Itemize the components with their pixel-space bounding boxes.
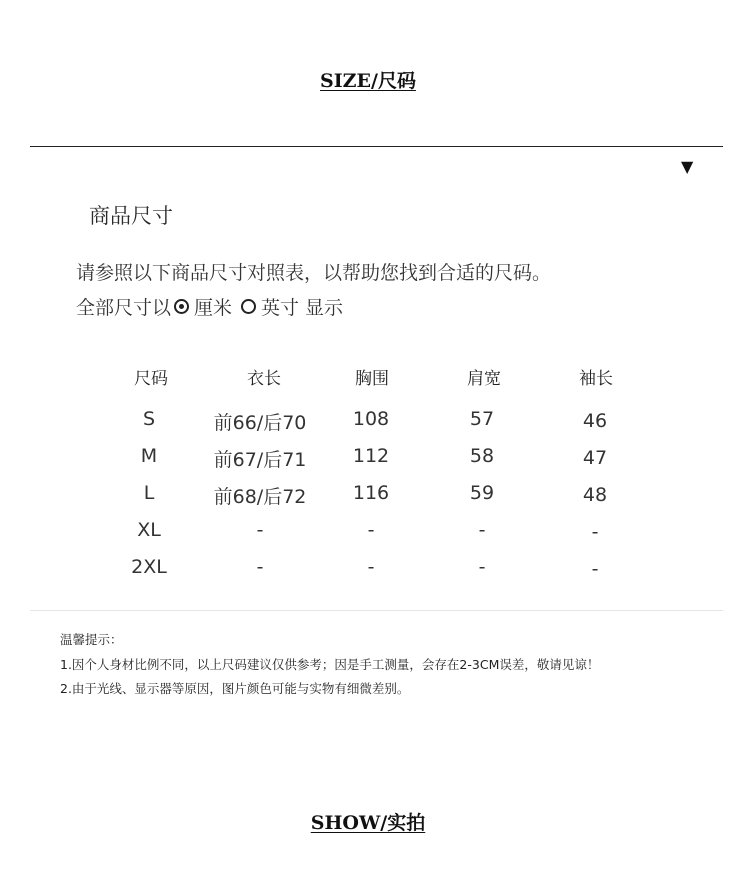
table-cell-length: 前66/后70 [213,412,307,434]
table-cell-length: - [256,556,264,578]
table-cell-length: - [256,519,264,541]
table-cell-size: L [143,482,155,504]
table-header-sleeve: 袖长 [579,369,613,389]
table-cell-shoulder: - [478,556,486,578]
table-cell-length: 前67/后71 [213,449,307,471]
table-cell-chest: 108 [352,408,390,430]
table-cell-chest: - [367,556,375,578]
unit-suffix-label: 显示 [305,297,344,319]
unit-inch-radio[interactable] [241,299,256,314]
table-cell-length: 前68/后72 [213,486,307,508]
tips-title: 温馨提示： [60,632,123,647]
show-section-title: SHOW/实拍 [310,812,426,834]
table-cell-sleeve: - [591,558,599,580]
table-header-size: 尺码 [134,369,168,389]
table-cell-shoulder: 59 [469,482,495,504]
unit-selector [76,293,343,320]
table-header-length: 衣长 [247,369,281,389]
divider [30,610,723,611]
table-cell-sleeve: 46 [582,410,608,432]
table-cell-size: 2XL [131,556,167,578]
divider [30,146,723,147]
tip-item: 2.由于光线、显示器等原因，图片颜色可能与实物有细微差别。 [60,681,410,696]
collapse-triangle-icon[interactable]: ▼ [681,157,694,176]
table-cell-chest: 116 [352,482,390,504]
unit-cm-label[interactable]: 厘米 [194,297,233,319]
tip-item: 1.因个人身材比例不同，以上尺码建议仅供参考；因是手工测量，会存在2-3CM误差，敬请见谅！ [60,656,600,672]
table-cell-shoulder: 58 [469,445,495,467]
table-cell-shoulder: - [478,519,486,541]
unit-inch-label[interactable]: 英寸 [261,297,300,319]
unit-prefix-label: 全部尺寸以 [76,297,172,319]
table-header-chest: 胸围 [355,369,389,389]
table-cell-size: M [140,445,158,467]
table-cell-sleeve: 47 [582,447,608,469]
tips-block [60,628,599,702]
table-cell-size: XL [137,519,161,541]
table-cell-size: S [142,408,156,430]
unit-cm-radio[interactable] [174,299,189,314]
product-size-heading: 商品尺寸 [89,204,173,228]
size-section-title: SIZE/尺码 [320,70,416,92]
table-cell-chest: 112 [352,445,390,467]
size-chart-intro: 请参照以下商品尺寸对照表，以帮助您找到合适的尺码。 [76,262,552,284]
table-header-shoulder: 肩宽 [467,369,501,389]
table-cell-sleeve: - [591,521,599,543]
table-cell-chest: - [367,519,375,541]
table-cell-shoulder: 57 [469,408,495,430]
table-cell-sleeve: 48 [582,484,608,506]
